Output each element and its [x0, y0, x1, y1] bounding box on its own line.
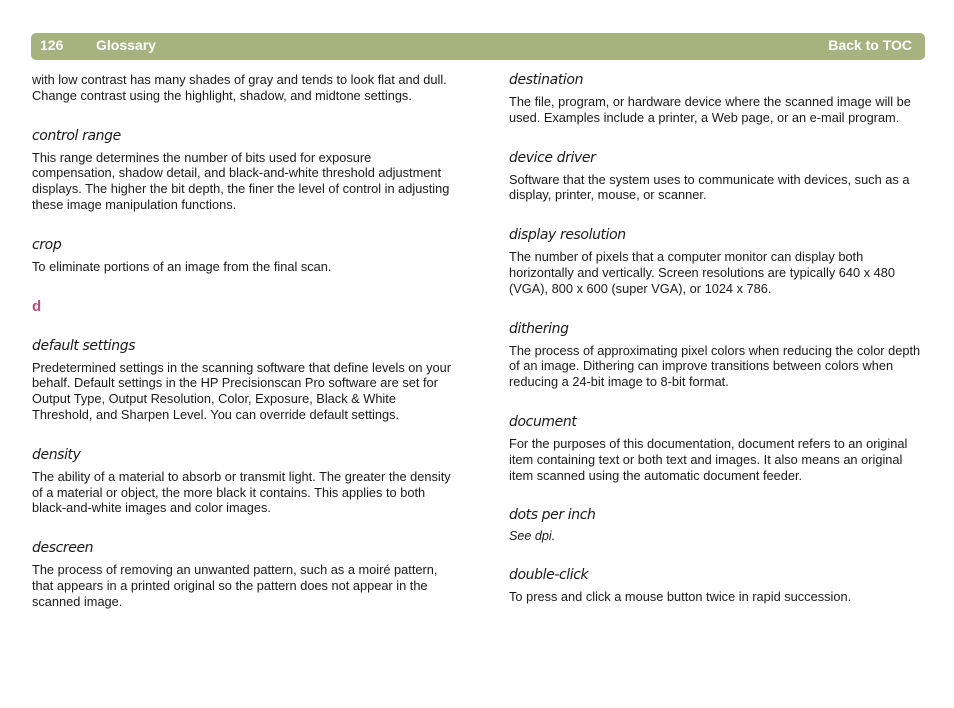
- term-definition: To press and click a mouse button twice in rapid succession.: [509, 589, 852, 605]
- entry-control-range: [32, 128, 452, 213]
- left-column: [32, 72, 452, 610]
- term-title: dots per inch: [509, 507, 596, 524]
- entry-descreen: [32, 540, 452, 609]
- term-definition: The file, program, or hardware device where the scanned image will be used. Examples include a printer, a Web page, or an e-mail program.: [509, 94, 911, 125]
- term-title: control range: [32, 127, 121, 144]
- term-title: destination: [509, 72, 584, 88]
- section-title: Glossary: [96, 37, 156, 53]
- term-definition: To eliminate portions of an image from the final scan.: [32, 258, 332, 274]
- entry-crop: [32, 237, 452, 275]
- entry-document: [509, 414, 929, 483]
- term-title: crop: [32, 236, 62, 253]
- term-title: density: [32, 446, 81, 463]
- see-reference[interactable]: See dpi.: [509, 529, 556, 544]
- term-definition: This range determines the number of bits used for exposure compensation, shadow detail, and black-and-white threshold adjustment displays. The higher the bit depth, the finer the level of control in adjusting these image manipulation functions.: [32, 149, 450, 212]
- term-title: descreen: [32, 540, 94, 557]
- term-definition: The process of removing an unwanted pattern, such as a moiré pattern, that appears in a printed original so the pattern does not appear in the scanned image.: [32, 562, 438, 609]
- term-title: display resolution: [509, 227, 626, 244]
- term-definition: The ability of a material to absorb or transmit light. The greater the density of a material or object, the more black it contains. This applies to both black-and-white images and color images.: [32, 468, 451, 516]
- header-bar: [31, 33, 925, 60]
- entry-default-settings: [32, 338, 452, 423]
- entry-display-resolution: [509, 227, 929, 296]
- term-title: double-click: [509, 567, 589, 584]
- term-title: document: [509, 413, 577, 430]
- entry-dots-per-inch: [509, 507, 929, 543]
- page-number: 126: [40, 37, 64, 53]
- continuation-text: with low contrast has many shades of gray and tends to look flat and dull. Change contrast using the highlight, shadow, and midtone settings.: [32, 72, 447, 103]
- right-column: [509, 72, 929, 605]
- term-definition: The process of approximating pixel colors when reducing the color depth of an image. Dithering can improve transitions between colors when reducing a 24-bit image to 8-bit format.: [509, 342, 921, 390]
- back-to-toc-link[interactable]: Back to TOC: [828, 37, 912, 53]
- term-definition: Software that the system uses to communicate with devices, such as a display, printer, mouse, or scanner.: [509, 171, 910, 203]
- term-definition: The number of pixels that a computer monitor can display both horizontally and vertically. Screen resolutions are typically 640 x 480 (VGA), 800 x 600 (super VGA), or 1024 x 786.: [509, 249, 895, 296]
- entry-double-click: [509, 567, 929, 605]
- term-title: default settings: [32, 337, 136, 354]
- term-title: dithering: [509, 320, 569, 337]
- letter-heading: d: [32, 297, 42, 315]
- entry-dithering: [509, 321, 929, 390]
- term-title: device driver: [509, 149, 596, 166]
- entry-device-driver: [509, 150, 929, 204]
- entry-density: [32, 447, 452, 516]
- term-definition: Predetermined settings in the scanning software that define levels on your behalf. Default settings in the HP Precisionscan Pro software are set for Output Type, Output Resolution, Color, Exposure, Black & White Threshold, and Sharpen Level. You can override default settings.: [32, 359, 451, 422]
- entry-destination: [509, 72, 929, 126]
- term-definition: For the purposes of this documentation, document refers to an original item containing text or both text and images. It also means an original item scanned using the automatic document feeder.: [509, 435, 908, 483]
